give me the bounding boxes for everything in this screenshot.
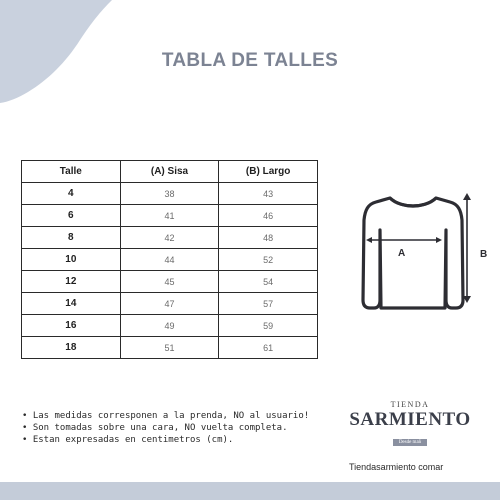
cell-largo: 57	[219, 293, 318, 315]
cell-sisa: 49	[120, 315, 219, 337]
table-row	[22, 337, 318, 359]
note-item: • Estan expresadas en centimetros (cm).	[22, 434, 309, 446]
column-header-largo: (B) Largo	[219, 161, 318, 183]
sweater-outline-icon	[363, 198, 463, 308]
note-item: • Son tomadas sobre una cara, NO vuelta completa.	[22, 422, 309, 434]
table-row	[22, 183, 318, 205]
store-handle: Tiendasarmiento comar	[349, 462, 444, 472]
cell-talle: 18	[22, 337, 121, 359]
table-row	[22, 315, 318, 337]
cell-talle: 10	[22, 249, 121, 271]
size-table	[21, 160, 318, 359]
cell-sisa: 44	[120, 249, 219, 271]
cell-talle: 16	[22, 315, 121, 337]
brand-logo-top: TIENDA	[390, 400, 430, 409]
cell-talle: 12	[22, 271, 121, 293]
table-row	[22, 249, 318, 271]
cell-talle: 8	[22, 227, 121, 249]
table-row	[22, 293, 318, 315]
sweater-measurement-diagram	[330, 190, 495, 315]
table-row	[22, 227, 318, 249]
cell-largo: 61	[219, 337, 318, 359]
measurement-a-arrow	[366, 237, 442, 243]
cell-sisa: 38	[120, 183, 219, 205]
cell-talle: 14	[22, 293, 121, 315]
column-header-sisa: (A) Sisa	[120, 161, 219, 183]
cell-largo: 52	[219, 249, 318, 271]
column-header-talle: Talle	[22, 161, 121, 183]
brand-logo	[345, 400, 475, 448]
table-header-row	[22, 161, 318, 183]
cell-largo: 54	[219, 271, 318, 293]
note-item: • Las medidas corresponen a la prenda, NO al usuario!	[22, 410, 309, 422]
cell-largo: 43	[219, 183, 318, 205]
cell-talle: 6	[22, 205, 121, 227]
table-row	[22, 271, 318, 293]
cell-largo: 46	[219, 205, 318, 227]
cell-sisa: 51	[120, 337, 219, 359]
cell-largo: 48	[219, 227, 318, 249]
notes-list	[22, 410, 309, 446]
cell-talle: 4	[22, 183, 121, 205]
page-title: TABLA DE TALLES	[161, 50, 339, 71]
cell-sisa: 42	[120, 227, 219, 249]
table-row	[22, 205, 318, 227]
cell-sisa: 41	[120, 205, 219, 227]
cell-sisa: 45	[120, 271, 219, 293]
cell-largo: 59	[219, 315, 318, 337]
measurement-a-label: A	[398, 248, 406, 259]
brand-logo-name: SARMIENTO	[349, 409, 471, 430]
brand-logo-ribbon: Desde mañ	[393, 439, 427, 446]
measurement-b-label: B	[480, 249, 488, 260]
cell-sisa: 47	[120, 293, 219, 315]
bottom-bar	[0, 482, 500, 500]
